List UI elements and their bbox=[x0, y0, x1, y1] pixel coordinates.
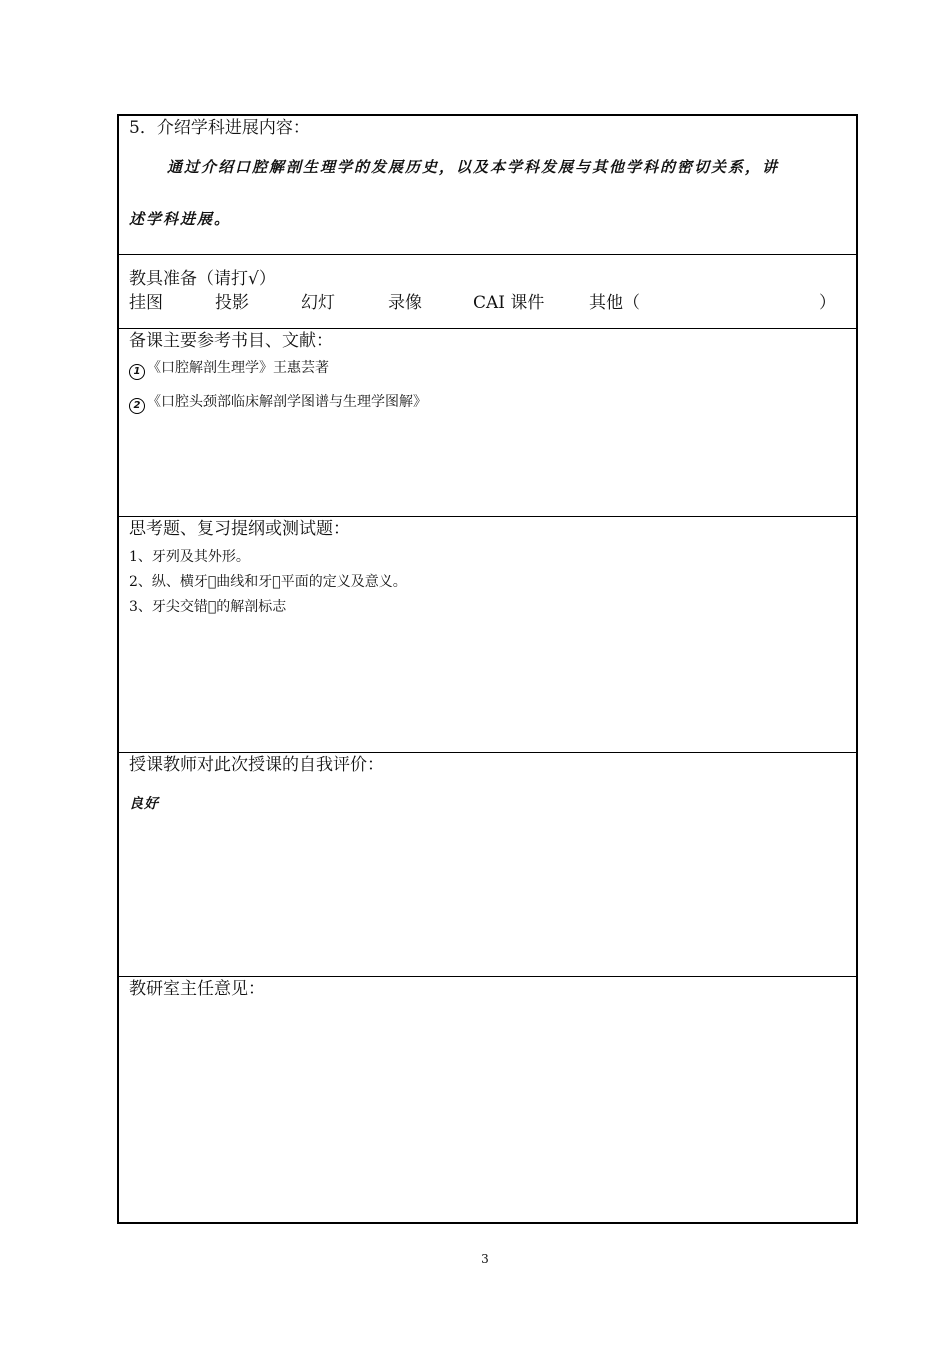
questions-section bbox=[119, 516, 856, 752]
progress-line-2: 述学科进展。 bbox=[129, 210, 232, 228]
question-item: 2、纵、横牙 曲线和牙 平面的定义及意义。 bbox=[129, 574, 407, 590]
equipment-item-wall-chart: 挂图 bbox=[129, 293, 163, 313]
references-section bbox=[119, 328, 856, 516]
lesson-form-table bbox=[117, 114, 858, 1224]
page-number: 3 bbox=[481, 1252, 489, 1266]
question-item: 1、牙列及其外形。 bbox=[129, 549, 250, 565]
progress-section bbox=[119, 116, 856, 254]
equipment-item-cai: CAI 课件 bbox=[473, 293, 545, 313]
self-evaluation-content: 良好 bbox=[129, 796, 159, 812]
equipment-item-other: 其他（ bbox=[589, 293, 640, 313]
questions-heading: 思考题、复习提纲或测试题： bbox=[129, 519, 350, 539]
equipment-heading: 教具准备（请打√） bbox=[129, 269, 276, 289]
equipment-item-projection: 投影 bbox=[215, 293, 249, 313]
director-opinion-heading: 教研室主任意见： bbox=[129, 979, 265, 999]
equipment-item-other-close: ） bbox=[819, 293, 836, 313]
director-opinion-section bbox=[119, 976, 856, 1222]
self-evaluation-section bbox=[119, 752, 856, 976]
reference-item bbox=[129, 359, 329, 380]
progress-heading: 5．介绍学科进展内容： bbox=[129, 118, 310, 138]
reference-text: 《口腔解剖生理学》王惠芸著 bbox=[147, 360, 329, 376]
equipment-item-video: 录像 bbox=[388, 293, 422, 313]
circled-number-icon: 1 bbox=[129, 364, 145, 380]
equipment-section bbox=[119, 254, 856, 328]
progress-line-1: 通过介绍口腔解剖生理学的发展历史，以及本学科发展与其他学科的密切关系，讲 bbox=[167, 158, 780, 176]
reference-item bbox=[129, 393, 427, 414]
references-heading: 备课主要参考书目、文献： bbox=[129, 331, 333, 351]
question-item: 3、牙尖交错 的解剖标志 bbox=[129, 599, 287, 615]
self-evaluation-heading: 授课教师对此次授课的自我评价： bbox=[129, 755, 384, 775]
circled-number-icon: 2 bbox=[129, 398, 145, 414]
reference-text: 《口腔头颈部临床解剖学图谱与生理学图解》 bbox=[147, 394, 427, 410]
equipment-item-slides: 幻灯 bbox=[301, 293, 335, 313]
